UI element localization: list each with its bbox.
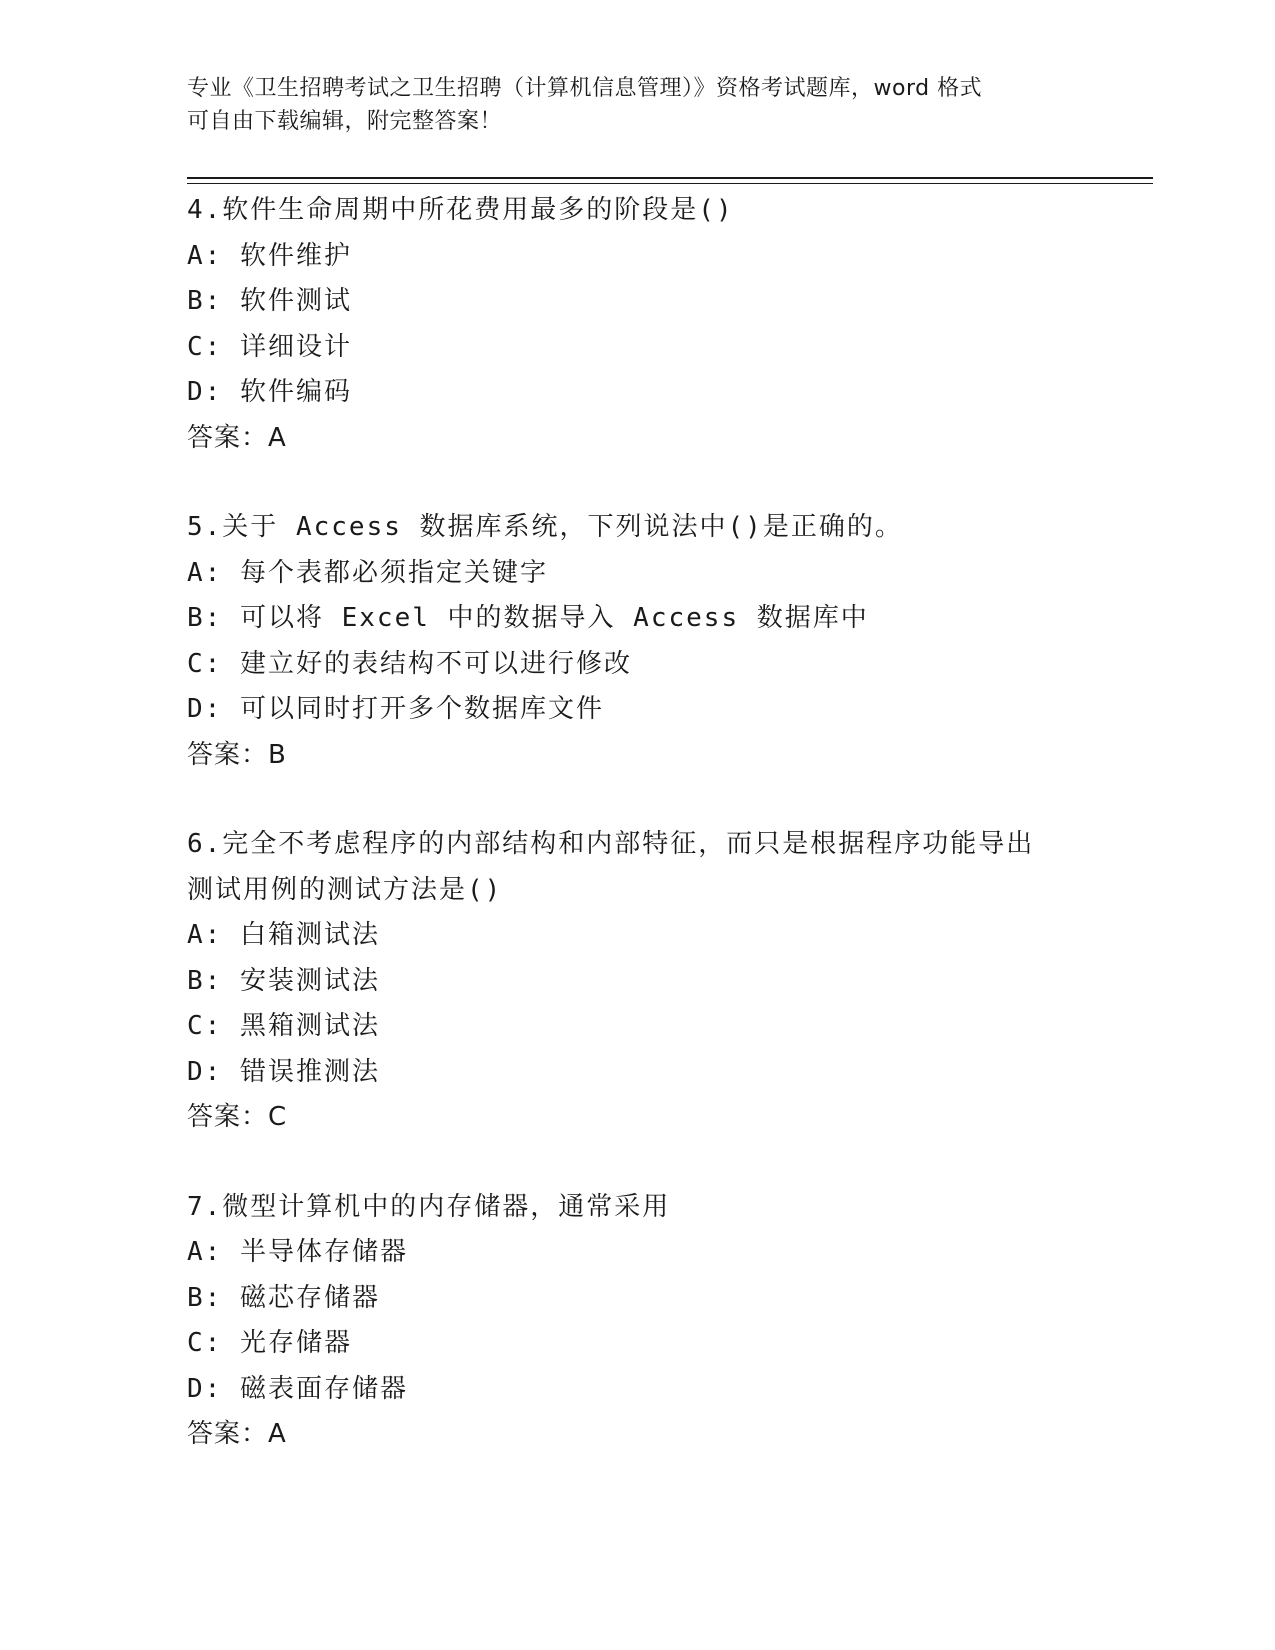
answer-line (187, 416, 1087, 462)
question-6 (187, 822, 1087, 1141)
answer-line (187, 1412, 1087, 1458)
option-a: A: 白箱测试法 (187, 920, 380, 950)
answer-value: C (268, 1102, 288, 1132)
question-4 (187, 188, 1087, 461)
question-text: 7.微型计算机中的内存储器，通常采用 (187, 1191, 671, 1222)
answer-label: 答案： (187, 739, 269, 770)
option-c: C: 光存储器 (187, 1328, 352, 1358)
header-line-1: 专业《卫生招聘考试之卫生招聘（计算机信息管理）》资格考试题库，word 格式 (187, 76, 983, 101)
question-5 (187, 505, 1087, 778)
header-line-2: 可自由下载编辑，附完整答案！ (187, 109, 503, 134)
question-text: 6.完全不考虑程序的内部结构和内部特征，而只是根据程序功能导出 测试用例的测试方法是() (187, 829, 1035, 905)
option-d: D: 磁表面存储器 (187, 1373, 408, 1404)
question-7 (187, 1185, 1087, 1458)
answer-line (187, 733, 1087, 779)
header-divider-thin (187, 183, 1153, 184)
question-list (187, 188, 1087, 1502)
option-d: D: 错误推测法 (187, 1056, 380, 1087)
option-a: A: 半导体存储器 (187, 1237, 408, 1267)
question-text: 4.软件生命周期中所花费用最多的阶段是() (187, 195, 734, 225)
question-text: 5.关于 Access 数据库系统，下列说法中()是正确的。 (187, 512, 903, 542)
answer-value: A (268, 422, 287, 453)
answer-label: 答案： (187, 422, 269, 453)
option-c: C: 黑箱测试法 (187, 1011, 380, 1041)
option-a: A: 每个表都必须指定关键字 (187, 557, 548, 588)
answer-label: 答案： (187, 1419, 269, 1449)
answer-line (187, 1095, 1087, 1141)
document-header (187, 72, 1087, 138)
option-a: A: 软件维护 (187, 240, 352, 271)
option-d: D: 软件编码 (187, 377, 352, 407)
option-c: C: 建立好的表结构不可以进行修改 (187, 648, 632, 679)
option-b: B: 安装测试法 (187, 965, 380, 996)
option-b: B: 可以将 Excel 中的数据导入 Access 数据库中 (187, 603, 869, 633)
answer-value: B (268, 739, 287, 770)
option-b: B: 软件测试 (187, 286, 352, 316)
option-d: D: 可以同时打开多个数据库文件 (187, 694, 604, 724)
answer-value: A (268, 1419, 287, 1449)
option-c: C: 详细设计 (187, 331, 352, 362)
header-divider-thick (187, 177, 1153, 179)
option-b: B: 磁芯存储器 (187, 1282, 380, 1313)
answer-label: 答案： (187, 1102, 269, 1132)
